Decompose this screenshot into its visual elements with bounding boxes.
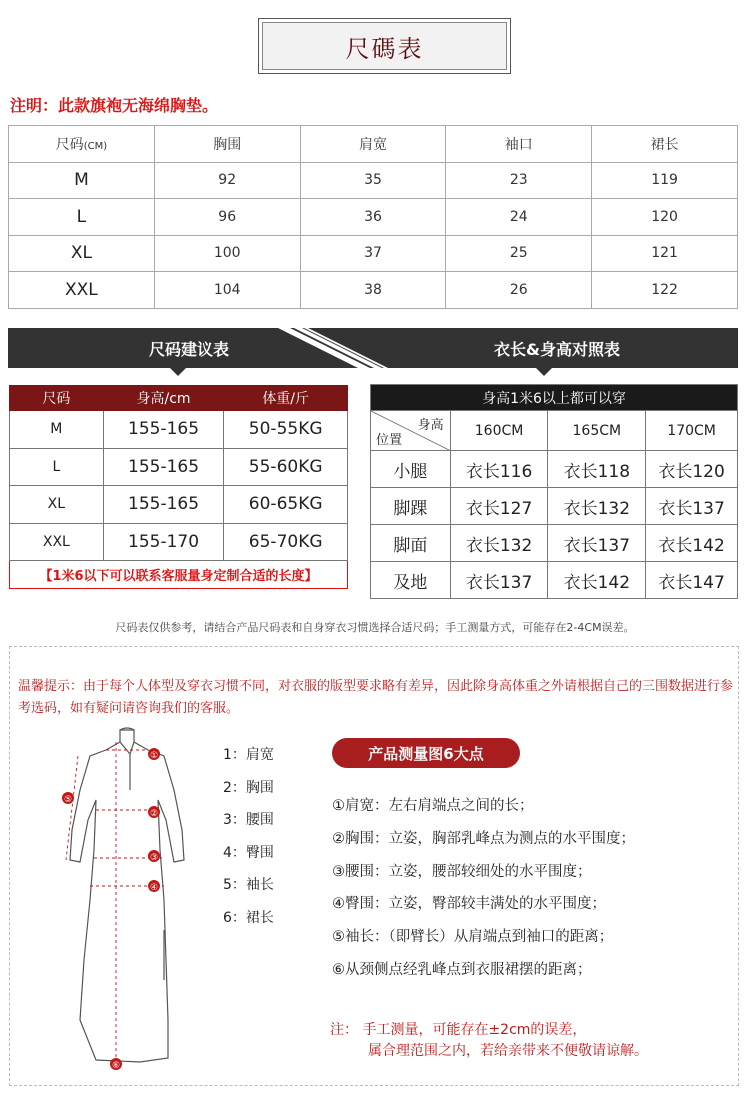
length-cell: 衣长116 xyxy=(450,451,548,488)
table-row xyxy=(371,488,738,525)
banner-size-advice: 尺码建议表 xyxy=(148,339,229,359)
length-title-row xyxy=(371,385,738,411)
header-skirt-length: 裙长 xyxy=(592,126,738,163)
length-cell: 衣长142 xyxy=(548,562,646,599)
bust-cell: 96 xyxy=(154,199,300,236)
banner-pointer-left xyxy=(170,368,186,376)
points-title-badge: 产品测量图6大点 xyxy=(332,738,520,768)
height-165: 165CM xyxy=(548,411,646,451)
legend-sleeve: 5：袖长 xyxy=(223,877,274,893)
size-disclaimer: 尺码表仅供参考，请结合产品尺码表和自身穿衣习惯选择合适尺码；手工测量方式，可能存在2-4CM误差。 xyxy=(115,621,635,634)
length-cell: 衣长132 xyxy=(450,525,548,562)
page-title: 尺碼表 xyxy=(262,22,507,70)
length-cell: 衣长127 xyxy=(450,488,548,525)
shoulder-cell: 38 xyxy=(300,272,446,309)
skirt-cell: 119 xyxy=(592,162,738,199)
length-table-title: 身高1米6以上都可以穿 xyxy=(371,385,738,411)
position-cell: 及地 xyxy=(371,562,451,599)
length-height-table xyxy=(370,384,738,599)
error-note xyxy=(330,1020,648,1062)
length-cell: 衣长118 xyxy=(548,451,646,488)
shoulder-cell: 35 xyxy=(300,162,446,199)
advice-size: XXL xyxy=(10,523,104,561)
marker-6: ⑥ xyxy=(111,1061,121,1071)
dress-diagram xyxy=(50,720,210,1080)
point-waist: ③腰围：立姿，腰部较细处的水平围度； xyxy=(332,863,592,880)
advice-weight: 60-65KG xyxy=(224,486,348,524)
size-cell: M xyxy=(9,162,155,199)
shoulder-cell: 37 xyxy=(300,235,446,272)
size-cell: XL xyxy=(9,235,155,272)
section-banner xyxy=(8,328,738,368)
warm-tip: 温馨提示：由于每个人体型及穿衣习惯不同，对衣服的版型要求略有差异，因此除身高体重之外请根据自己的三围数据进行参考选码，如有疑问请咨询我们的客服。 xyxy=(18,679,734,716)
table-row xyxy=(371,525,738,562)
measure-legend xyxy=(223,744,274,939)
advice-size: M xyxy=(10,411,104,449)
table-row xyxy=(10,486,348,524)
corner-position-label: 位置 xyxy=(376,433,403,448)
legend-hip: 4：臀围 xyxy=(223,844,274,861)
skirt-cell: 122 xyxy=(592,272,738,309)
advice-height: 155-170 xyxy=(103,523,224,561)
corner-height-label: 身高 xyxy=(417,418,444,433)
height-170: 170CM xyxy=(646,411,738,451)
table-row xyxy=(10,411,348,449)
header-cuff: 袖口 xyxy=(446,126,592,163)
cuff-cell: 26 xyxy=(446,272,592,309)
length-cell: 衣长120 xyxy=(646,451,738,488)
advice-header xyxy=(10,386,348,411)
length-cell: 衣长132 xyxy=(548,488,646,525)
advice-header-weight: 体重/斤 xyxy=(224,386,348,411)
length-cell: 衣长137 xyxy=(548,525,646,562)
advice-height: 155-165 xyxy=(103,448,224,486)
length-cell: 衣长137 xyxy=(646,488,738,525)
size-table xyxy=(8,125,738,309)
advice-note-row xyxy=(10,561,348,589)
table-row xyxy=(9,199,738,236)
advice-size: L xyxy=(10,448,104,486)
legend-bust: 2：胸围 xyxy=(223,779,274,796)
foam-pad-note: 注明：此款旗袍无海绵胸垫。 xyxy=(10,96,219,115)
table-row xyxy=(371,451,738,488)
cuff-cell: 24 xyxy=(446,199,592,236)
height-160: 160CM xyxy=(450,411,548,451)
size-cell: XXL xyxy=(9,272,155,309)
position-cell: 脚踝 xyxy=(371,488,451,525)
table-row xyxy=(371,562,738,599)
legend-waist: 3：腰围 xyxy=(223,812,274,828)
length-cell: 衣长137 xyxy=(450,562,548,599)
skirt-cell: 121 xyxy=(592,235,738,272)
advice-weight: 65-70KG xyxy=(224,523,348,561)
advice-header-size: 尺码 xyxy=(10,386,104,411)
marker-1: ① xyxy=(149,751,159,761)
measure-points-list xyxy=(332,794,635,991)
cuff-cell: 23 xyxy=(446,162,592,199)
table-row xyxy=(9,272,738,309)
point-shoulder: ①肩宽：左右肩端点之间的长； xyxy=(332,798,534,814)
position-cell: 脚面 xyxy=(371,525,451,562)
custom-length-note: 【1米6以下可以联系客服量身定制合适的长度】 xyxy=(10,561,348,589)
title-frame xyxy=(258,18,511,74)
size-table-header xyxy=(9,126,738,163)
error-note-line1: 注： 手工测量，可能存在±2cm的误差， xyxy=(330,1022,587,1038)
length-cell: 衣长147 xyxy=(646,562,738,599)
advice-size: XL xyxy=(10,486,104,524)
bust-cell: 104 xyxy=(154,272,300,309)
position-cell: 小腿 xyxy=(371,451,451,488)
shoulder-cell: 36 xyxy=(300,199,446,236)
header-shoulder: 肩宽 xyxy=(300,126,446,163)
corner-cell xyxy=(371,411,451,451)
cuff-cell: 25 xyxy=(446,235,592,272)
marker-5: ⑤ xyxy=(63,795,73,805)
length-cell: 衣长142 xyxy=(646,525,738,562)
table-row xyxy=(10,523,348,561)
point-bust: ②胸围：立姿，胸部乳峰点为测点的水平围度； xyxy=(332,830,635,847)
point-sleeve: ⑤袖长：（即臂长）从肩端点到袖口的距离； xyxy=(332,929,614,946)
banner-pointer-right xyxy=(536,368,552,376)
measure-markers xyxy=(62,748,160,1071)
error-note-line2: 属合理范围之内，若给亲带来不便敬请谅解。 xyxy=(368,1043,648,1059)
header-size: 尺码(CM) xyxy=(9,126,155,163)
table-row xyxy=(9,162,738,199)
advice-weight: 55-60KG xyxy=(224,448,348,486)
bust-cell: 92 xyxy=(154,162,300,199)
marker-4: ④ xyxy=(149,883,159,893)
bust-cell: 100 xyxy=(154,235,300,272)
advice-height: 155-165 xyxy=(103,411,224,449)
point-hip: ④臀围：立姿，臀部较丰满处的水平围度； xyxy=(332,896,606,913)
marker-3: ③ xyxy=(149,853,159,863)
length-header-row xyxy=(371,411,738,451)
banner-divider-stripes xyxy=(278,328,388,368)
legend-skirt: 6：裙长 xyxy=(223,909,274,926)
advice-header-height: 身高/cm xyxy=(103,386,224,411)
size-advice-table xyxy=(9,385,348,589)
marker-2: ② xyxy=(149,809,159,819)
header-bust: 胸围 xyxy=(154,126,300,163)
advice-weight: 50-55KG xyxy=(224,411,348,449)
point-length: ⑥从颈侧点经乳峰点到衣服裙摆的距离； xyxy=(332,961,592,978)
advice-height: 155-165 xyxy=(103,486,224,524)
size-cell: L xyxy=(9,199,155,236)
skirt-cell: 120 xyxy=(592,199,738,236)
legend-shoulder: 1：肩宽 xyxy=(223,747,274,763)
dress-outline xyxy=(70,728,184,1062)
banner-length-height: 衣长&身高对照表 xyxy=(494,339,620,359)
table-row xyxy=(9,235,738,272)
table-row xyxy=(10,448,348,486)
